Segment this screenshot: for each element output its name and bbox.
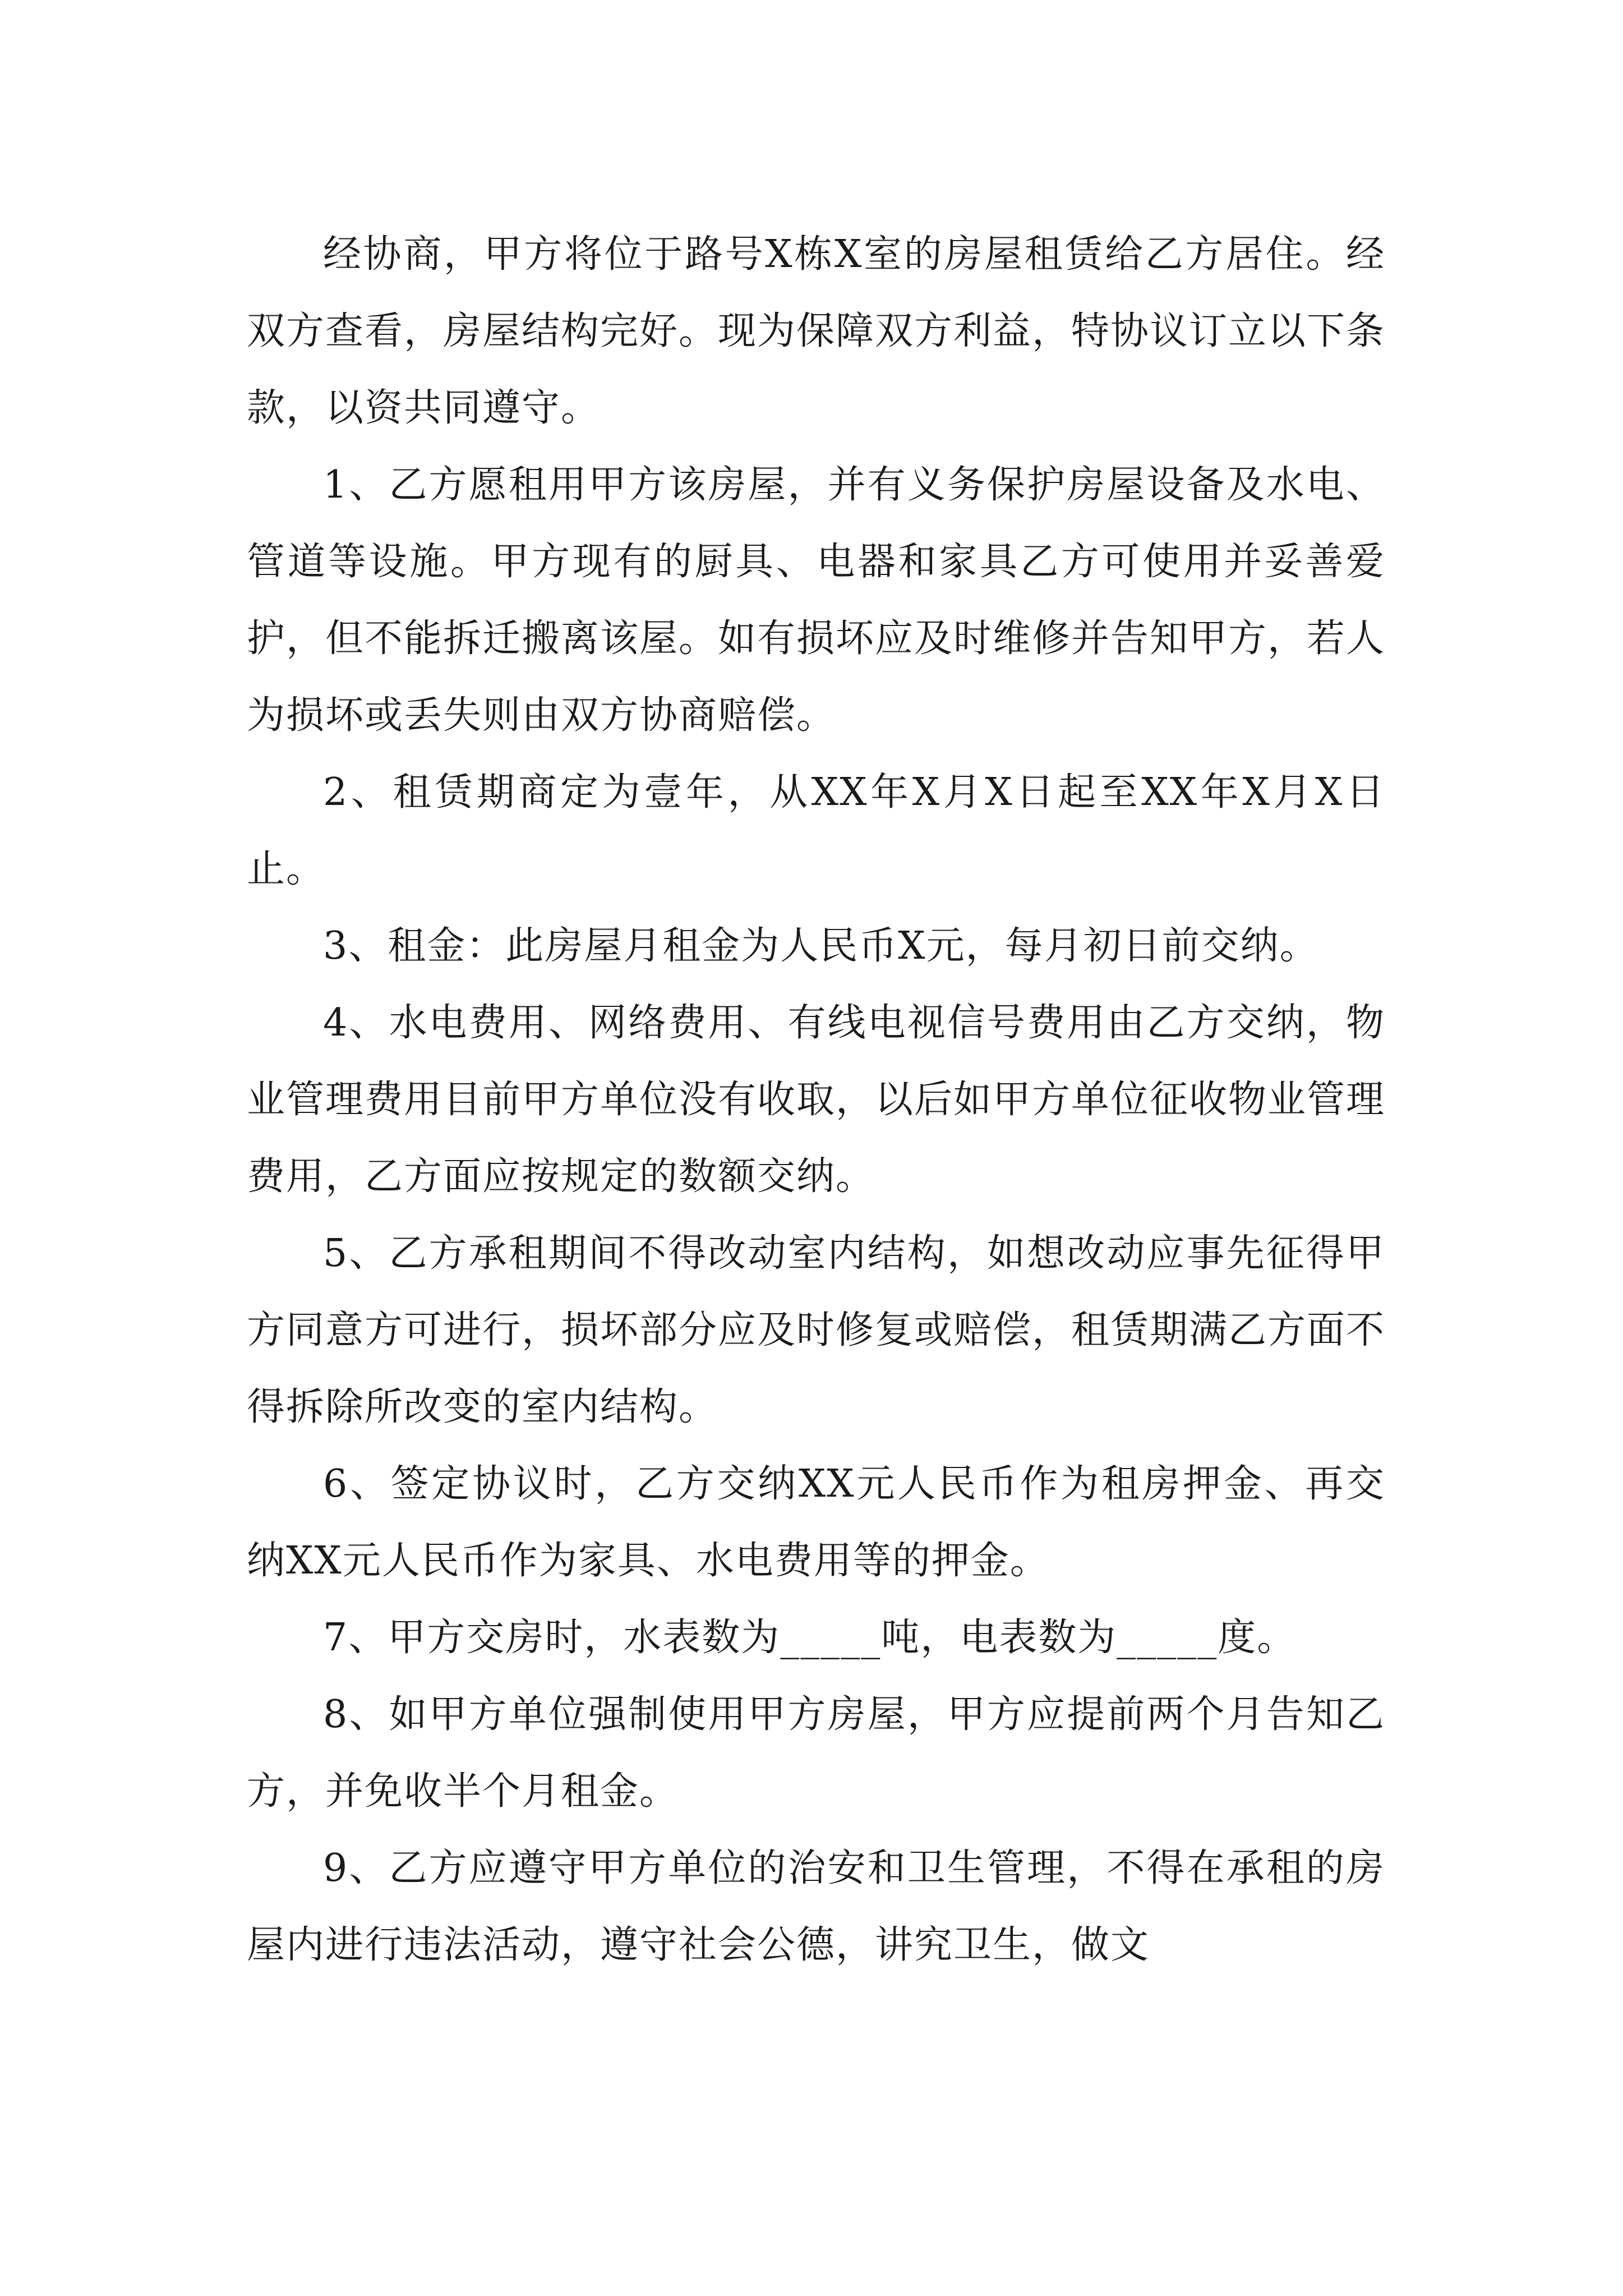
paragraph-clause-2: 2、租赁期商定为壹年，从XX年X月X日起至XX年X月X日止。 xyxy=(247,770,1385,891)
paragraph-clause-8: 8、如甲方单位强制使用甲方房屋，甲方应提前两个月告知乙方，并免收半个月租金。 xyxy=(247,1692,1385,1814)
paragraph-clause-6: 6、签定协议时，乙方交纳XX元人民币作为租房押金、再交纳XX元人民币作为家具、水电费用等的押金。 xyxy=(247,1462,1385,1583)
paragraph-clause-4: 4、水电费用、网络费用、有线电视信号费用由乙方交纳，物业管理费用目前甲方单位没有收取，以后如甲方单位征收物业管理费用，乙方面应按规定的数额交纳。 xyxy=(247,1001,1386,1199)
paragraph-clause-5: 5、乙方承租期间不得改动室内结构，如想改动应事先征得甲方同意方可进行，损坏部分应及时修复或赔偿，租赁期满乙方面不得拆除所改变的室内结构。 xyxy=(247,1231,1386,1429)
paragraph-clause-3: 3、租金：此房屋月租金为人民币X元，每月初日前交纳。 xyxy=(323,924,1319,968)
paragraph-clause-7: 7、甲方交房时，水表数为_____吨，电表数为_____度。 xyxy=(323,1616,1297,1660)
document-body xyxy=(247,216,1385,1984)
paragraph-intro: 经协商，甲方将位于路号X栋X室的房屋租赁给乙方居住。经双方查看，房屋结构完好。现为保障双方利益，特协议订立以下条款，以资共同遵守。 xyxy=(247,232,1386,430)
paragraph-clause-1: 1、乙方愿租用甲方该房屋，并有义务保护房屋设备及水电、管道等设施。甲方现有的厨具、电器和家具乙方可使用并妥善爱护，但不能拆迁搬离该屋。如有损坏应及时维修并告知甲方，若人为损坏或丢失则由双方协商赔偿。 xyxy=(247,463,1386,738)
paragraph-clause-9: 9、乙方应遵守甲方单位的治安和卫生管理，不得在承租的房屋内进行违法活动，遵守社会公德，讲究卫生，做文 xyxy=(247,1846,1385,1967)
